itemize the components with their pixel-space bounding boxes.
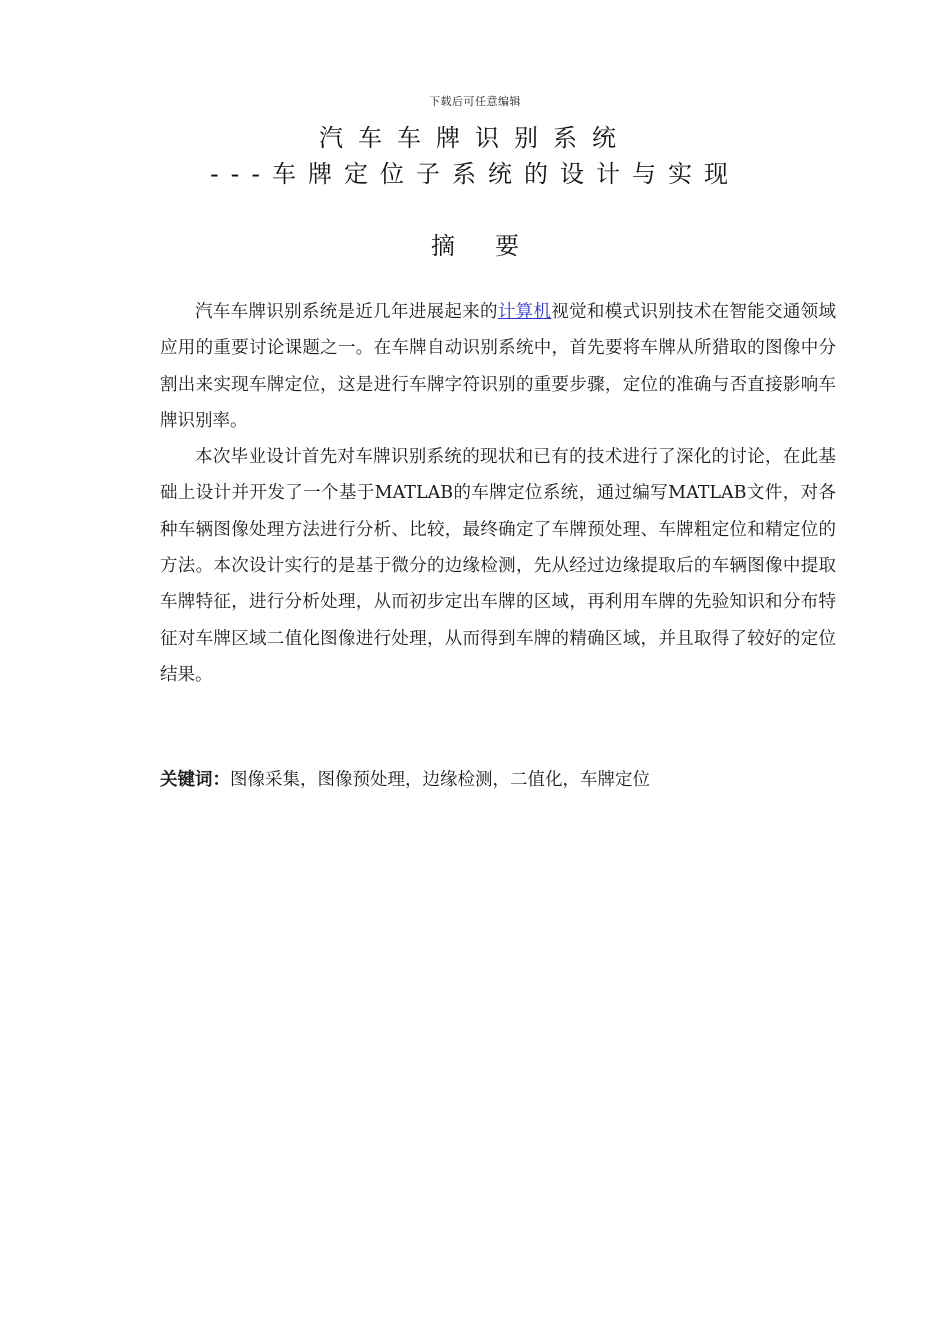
paragraph-1-text-start: 汽车车牌识别系统是近几年进展起来的 — [195, 302, 498, 322]
keywords-line — [160, 766, 840, 791]
paragraph-1-text-end: 视觉和模式识别技术在智能交通领域应用的重要讨论课题之一。在车牌自动识别系统中，首先要将车牌从所猎取的图像中分割出来实现车牌定位，这是进行车牌字符识别的重要步骤，定位的准确与否直接影响车牌识别率。 — [160, 302, 837, 431]
abstract-paragraph-2: 本次毕业设计首先对车牌识别系统的现状和已有的技术进行了深化的讨论，在此基础上设计并开发了一个基于MATLAB的车牌定位系统，通过编写MATLAB文件，对各种车辆图像处理方法进行分析、比较，最终确定了车牌预处理、车牌粗定位和精定位的方法。本次设计实行的是基于微分的边缘检测，先从经过边缘提取后的车辆图像中提取车牌特征，进行分析处理，从而初步定出车牌的区域，再利用车牌的先验知识和分布特征对车牌区域二值化图像进行处理，从而得到车牌的精确区域，并且取得了较好的定位结果。 — [160, 447, 836, 685]
header-note: 下载后可任意编辑 — [429, 95, 521, 108]
keywords-text: 图像采集，图像预处理，边缘检测，二值化，车牌定位 — [230, 770, 650, 790]
title-line-2: ---车牌定位子系统的设计与实现 — [210, 160, 740, 188]
computer-link[interactable]: 计算机 — [497, 302, 552, 322]
abstract-body — [160, 294, 836, 693]
abstract-heading: 摘要 — [431, 232, 559, 260]
abstract-paragraph-1 — [160, 294, 836, 439]
title-line-1: 汽车车牌识别系统 — [319, 124, 631, 152]
keywords-label: 关键词： — [160, 770, 230, 790]
